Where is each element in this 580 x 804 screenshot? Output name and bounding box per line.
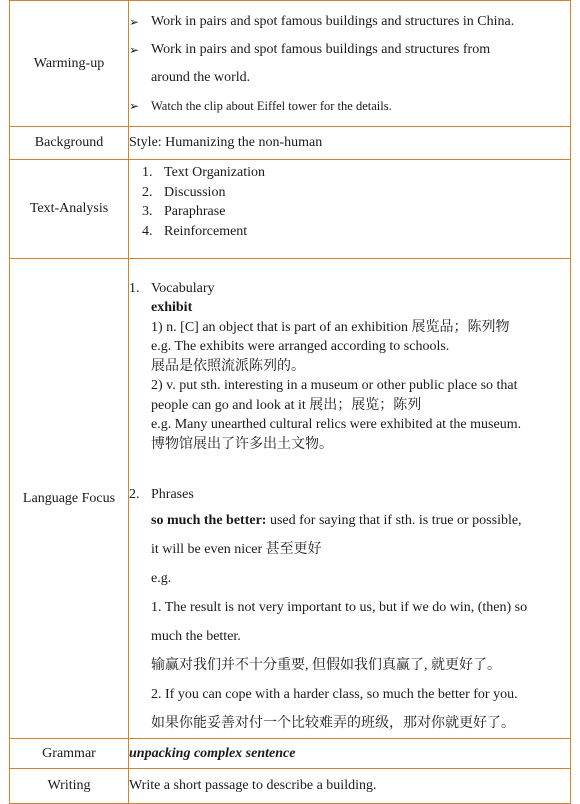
row-label: Language Focus <box>10 259 129 739</box>
list-item: 4. Reinforcement <box>142 223 248 239</box>
list-item: 3. Paraphrase <box>142 204 226 219</box>
row-content <box>129 739 571 769</box>
vocabulary-block <box>129 298 570 454</box>
vocab-line: 2) v. put sth. interesting in a museum or other public place so that <box>151 378 518 393</box>
phrase-line: 输赢对我们并不十分重要, 但假如我们真赢了, 就更好了。 <box>151 658 501 673</box>
vocab-word: exhibit <box>151 300 193 315</box>
arrow-bullet-icon: ➢ <box>129 14 140 29</box>
arrow-bullet-icon: ➢ <box>129 42 140 57</box>
row-label: Writing <box>10 769 129 804</box>
row-background <box>10 127 571 160</box>
grammar-topic: unpacking complex sentence <box>129 745 296 761</box>
row-label: Background <box>10 127 129 160</box>
phrases-heading: 2. Phrases <box>129 487 194 502</box>
vocab-line: 展品是依照流派陈列的。 <box>151 358 305 374</box>
vocab-line: e.g. The exhibits were arranged according to schools. <box>151 339 450 354</box>
row-content <box>129 259 571 739</box>
row-content: Style: Humanizing the non-human <box>129 127 571 160</box>
vocab-line: 博物馆展出了许多出土文物。 <box>151 436 333 452</box>
phrases-block <box>129 506 570 738</box>
row-warming-up <box>10 1 571 127</box>
phrase-line: 1. The result is not very important to us, but if we do win, (then) so <box>151 600 528 615</box>
phrase-line: much the better. <box>151 629 241 644</box>
list-item: ➢ Work in pairs and spot famous buildings and structures from around the world. <box>129 36 570 92</box>
row-content <box>129 160 571 259</box>
row-content: Write a short passage to describe a building. <box>129 769 571 804</box>
row-label: Text-Analysis <box>10 160 129 259</box>
row-grammar <box>10 739 571 769</box>
row-text-analysis <box>10 160 571 259</box>
phrase-line: e.g. <box>151 571 172 586</box>
phrase-line: so much the better: used for saying that if sth. is true or possible, <box>151 513 522 528</box>
vocab-line: people can go and look at it 展出；展览；陈列 <box>151 397 422 413</box>
row-content <box>129 1 571 127</box>
text-analysis-list <box>129 163 570 241</box>
warmup-list <box>129 8 570 120</box>
phrase-term: so much the better: <box>151 513 267 528</box>
list-item: ➢ Watch the clip about Eiffel tower for the details. <box>129 92 570 120</box>
row-language-focus <box>10 259 571 739</box>
row-label: Warming-up <box>10 1 129 127</box>
arrow-bullet-icon: ➢ <box>129 98 140 113</box>
phrase-line: it will be even nicer 甚至更好 <box>151 542 322 557</box>
list-item: 2. Discussion <box>142 184 226 200</box>
vocabulary-heading: 1. Vocabulary <box>129 281 215 296</box>
vocab-line: 1) n. [C] an object that is part of an exhibition 展览品；陈列物 <box>151 319 510 335</box>
row-label: Grammar <box>10 739 129 769</box>
row-writing <box>10 769 571 804</box>
list-item: ➢ Work in pairs and spot famous buildings and structures in China. <box>129 8 570 36</box>
phrase-line: 如果你能妥善对付一个比较难弄的班级，那对你就更好了。 <box>151 716 515 731</box>
list-item: 1. Text Organization <box>142 165 266 180</box>
phrase-line: 2. If you can cope with a harder class, so much the better for you. <box>151 687 518 702</box>
lesson-plan-table <box>9 0 571 804</box>
vocab-line: e.g. Many unearthed cultural relics were exhibited at the museum. <box>151 417 522 432</box>
